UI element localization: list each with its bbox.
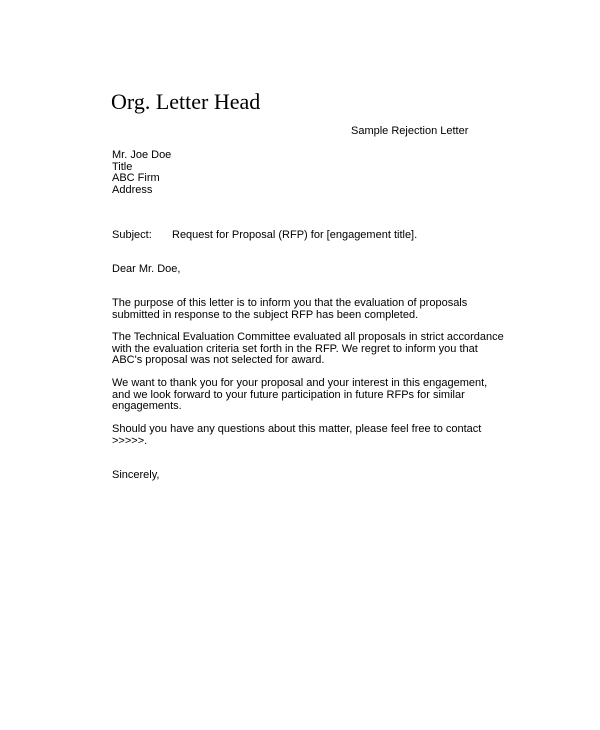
- recipient-title: Title: [112, 160, 133, 173]
- paragraph-line: submitted in response to the subject RFP has been completed.: [112, 308, 419, 321]
- paragraph-line: The purpose of this letter is to inform you that the evaluation of proposals: [112, 297, 468, 309]
- body-paragraph: [112, 331, 504, 367]
- subject-text: Request for Proposal (RFP) for [engagement title].: [172, 229, 418, 241]
- paragraph-line: engagements.: [112, 400, 182, 413]
- paragraph-line: >>>>>.: [112, 434, 148, 447]
- paragraph-line: and we look forward to your future participation in future RFPs for similar: [112, 388, 465, 401]
- paragraph-line: We want to thank you for your proposal and your interest in this engagement,: [112, 377, 488, 389]
- body-paragraph: [112, 377, 488, 413]
- paragraph-line: ABC's proposal was not selected for award.: [112, 354, 325, 367]
- salutation: Dear Mr. Doe,: [112, 263, 181, 275]
- recipient-firm: ABC Firm: [112, 172, 160, 185]
- document-type-label: Sample Rejection Letter: [351, 125, 469, 137]
- recipient-name: Mr. Joe Doe: [112, 149, 172, 161]
- body-paragraph: [112, 424, 482, 447]
- closing-line: Sincerely,: [112, 469, 160, 481]
- paragraph-line: Should you have any questions about this matter, please feel free to contact: [112, 423, 482, 435]
- recipient-address: Address: [112, 183, 153, 196]
- subject-label: Subject:: [112, 229, 152, 241]
- letterhead-title: Org. Letter Head: [111, 89, 261, 114]
- recipient-block: [112, 150, 171, 196]
- paragraph-line: The Technical Evaluation Committee evaluated all proposals in strict accordance: [112, 331, 504, 343]
- paragraph-line: with the evaluation criteria set forth in the RFP. We regret to inform you that: [112, 342, 478, 355]
- body-paragraph: [112, 298, 482, 321]
